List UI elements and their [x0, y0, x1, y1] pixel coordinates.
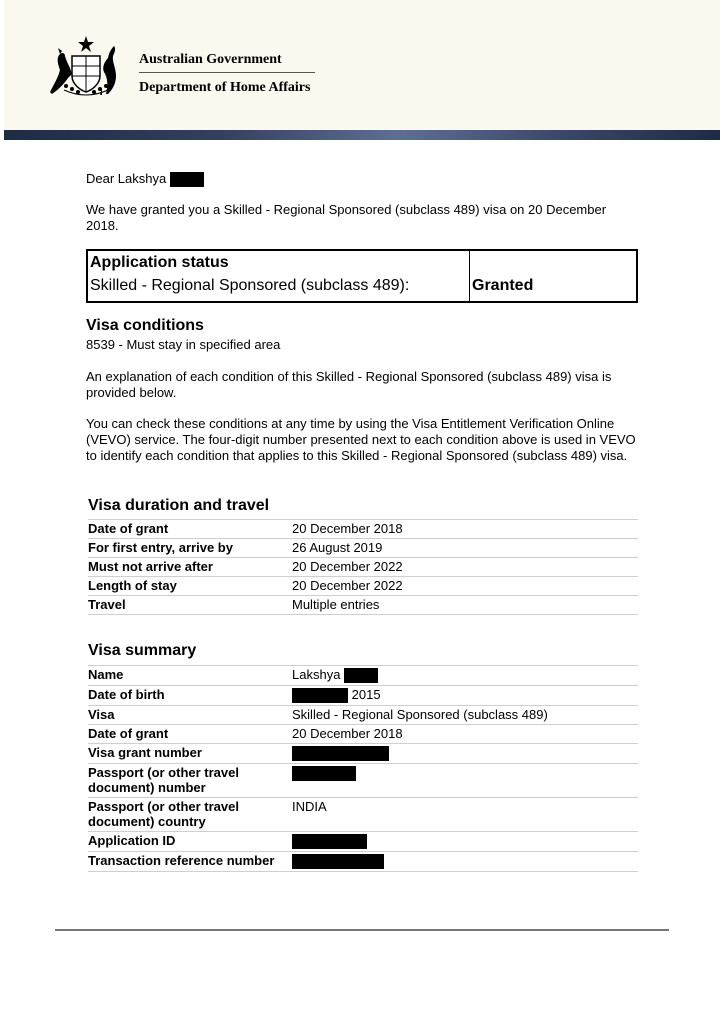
visa-summary-title: Visa summary: [88, 642, 197, 659]
conditions-explanation: An explanation of each condition of this Skilled - Regional Sponsored (subclass 489) visa is provided below.: [86, 369, 612, 400]
row-value: [292, 686, 638, 706]
row-label: Application ID: [88, 832, 292, 852]
row-label: Passport (or other travel document) number: [88, 764, 292, 798]
application-status-title: Application status: [90, 254, 229, 271]
footer-divider: [55, 929, 669, 931]
grant-intro: We have granted you a Skilled - Regional Sponsored (subclass 489) visa on 20 December 2018.: [86, 202, 607, 233]
birth-year-value: 2015: [351, 687, 381, 703]
salutation: [86, 171, 204, 187]
visa-duration-table: [88, 519, 638, 615]
visa-conditions-title: Visa conditions: [86, 317, 204, 334]
row-label: Must not arrive after: [88, 558, 292, 577]
row-label: Visa: [88, 706, 292, 725]
row-value: [292, 832, 638, 852]
row-label: Date of grant: [88, 725, 292, 744]
redacted-grant-number: [292, 746, 389, 761]
row-value: [292, 744, 638, 764]
row-value: [292, 764, 638, 798]
visa-summary-table: [88, 665, 638, 872]
redacted-surname: [170, 172, 204, 187]
table-row: [88, 852, 638, 872]
status-divider: [469, 251, 470, 301]
redacted-application-id: [292, 834, 367, 849]
redacted-birth-date: [292, 688, 348, 703]
table-row: [88, 686, 638, 706]
salutation-text: Dear Lakshya: [86, 171, 167, 186]
condition-item: 8539 - Must stay in specified area: [86, 337, 281, 352]
row-value: 20 December 2022: [292, 577, 638, 596]
table-row: [88, 798, 638, 832]
name-value: Lakshya: [292, 667, 341, 682]
row-value: 20 December 2018: [292, 520, 638, 539]
row-label: Date of grant: [88, 520, 292, 539]
table-row: [88, 764, 638, 798]
status-visa-label: Skilled - Regional Sponsored (subclass 489):: [90, 277, 410, 294]
row-label: Transaction reference number: [88, 852, 292, 872]
table-row: [88, 596, 638, 615]
table-row: [88, 706, 638, 725]
letterhead-divider: [139, 72, 315, 73]
redacted-surname: [344, 668, 378, 683]
header-band: [4, 130, 720, 140]
redacted-transaction-reference: [292, 854, 384, 869]
status-value: Granted: [472, 277, 534, 294]
row-label: Travel: [88, 596, 292, 615]
row-label: Visa grant number: [88, 744, 292, 764]
redacted-passport-number: [292, 766, 356, 781]
table-row: [88, 666, 638, 686]
table-row: [88, 520, 638, 539]
row-value: Skilled - Regional Sponsored (subclass 489): [292, 706, 638, 725]
table-row: [88, 832, 638, 852]
row-value: INDIA: [292, 798, 638, 832]
row-label: Passport (or other travel document) country: [88, 798, 292, 832]
table-row: [88, 725, 638, 744]
row-value: 20 December 2018: [292, 725, 638, 744]
table-row: [88, 577, 638, 596]
row-value: Multiple entries: [292, 596, 638, 615]
row-label: Name: [88, 666, 292, 686]
row-value: [292, 666, 638, 686]
row-value: 20 December 2022: [292, 558, 638, 577]
department-name: Department of Home Affairs: [139, 80, 311, 95]
row-label: For first entry, arrive by: [88, 539, 292, 558]
government-name: Australian Government: [139, 52, 282, 67]
row-label: Length of stay: [88, 577, 292, 596]
application-status-box: [86, 249, 638, 303]
row-value: 26 August 2019: [292, 539, 638, 558]
table-row: [88, 539, 638, 558]
vevo-info: You can check these conditions at any time by using the Visa Entitlement Verification Online (VEVO) service. The four-digit number presented next to each condition above is used in VEVO to identify each condition that applies to this Skilled - Regional Sponsored (subclass 489) visa.: [86, 416, 636, 463]
table-row: [88, 744, 638, 764]
row-label: Date of birth: [88, 686, 292, 706]
row-value: [292, 852, 638, 872]
table-row: [88, 558, 638, 577]
coat-of-arms-icon: [46, 34, 126, 96]
letterhead: [4, 0, 720, 130]
visa-duration-title: Visa duration and travel: [88, 497, 270, 514]
